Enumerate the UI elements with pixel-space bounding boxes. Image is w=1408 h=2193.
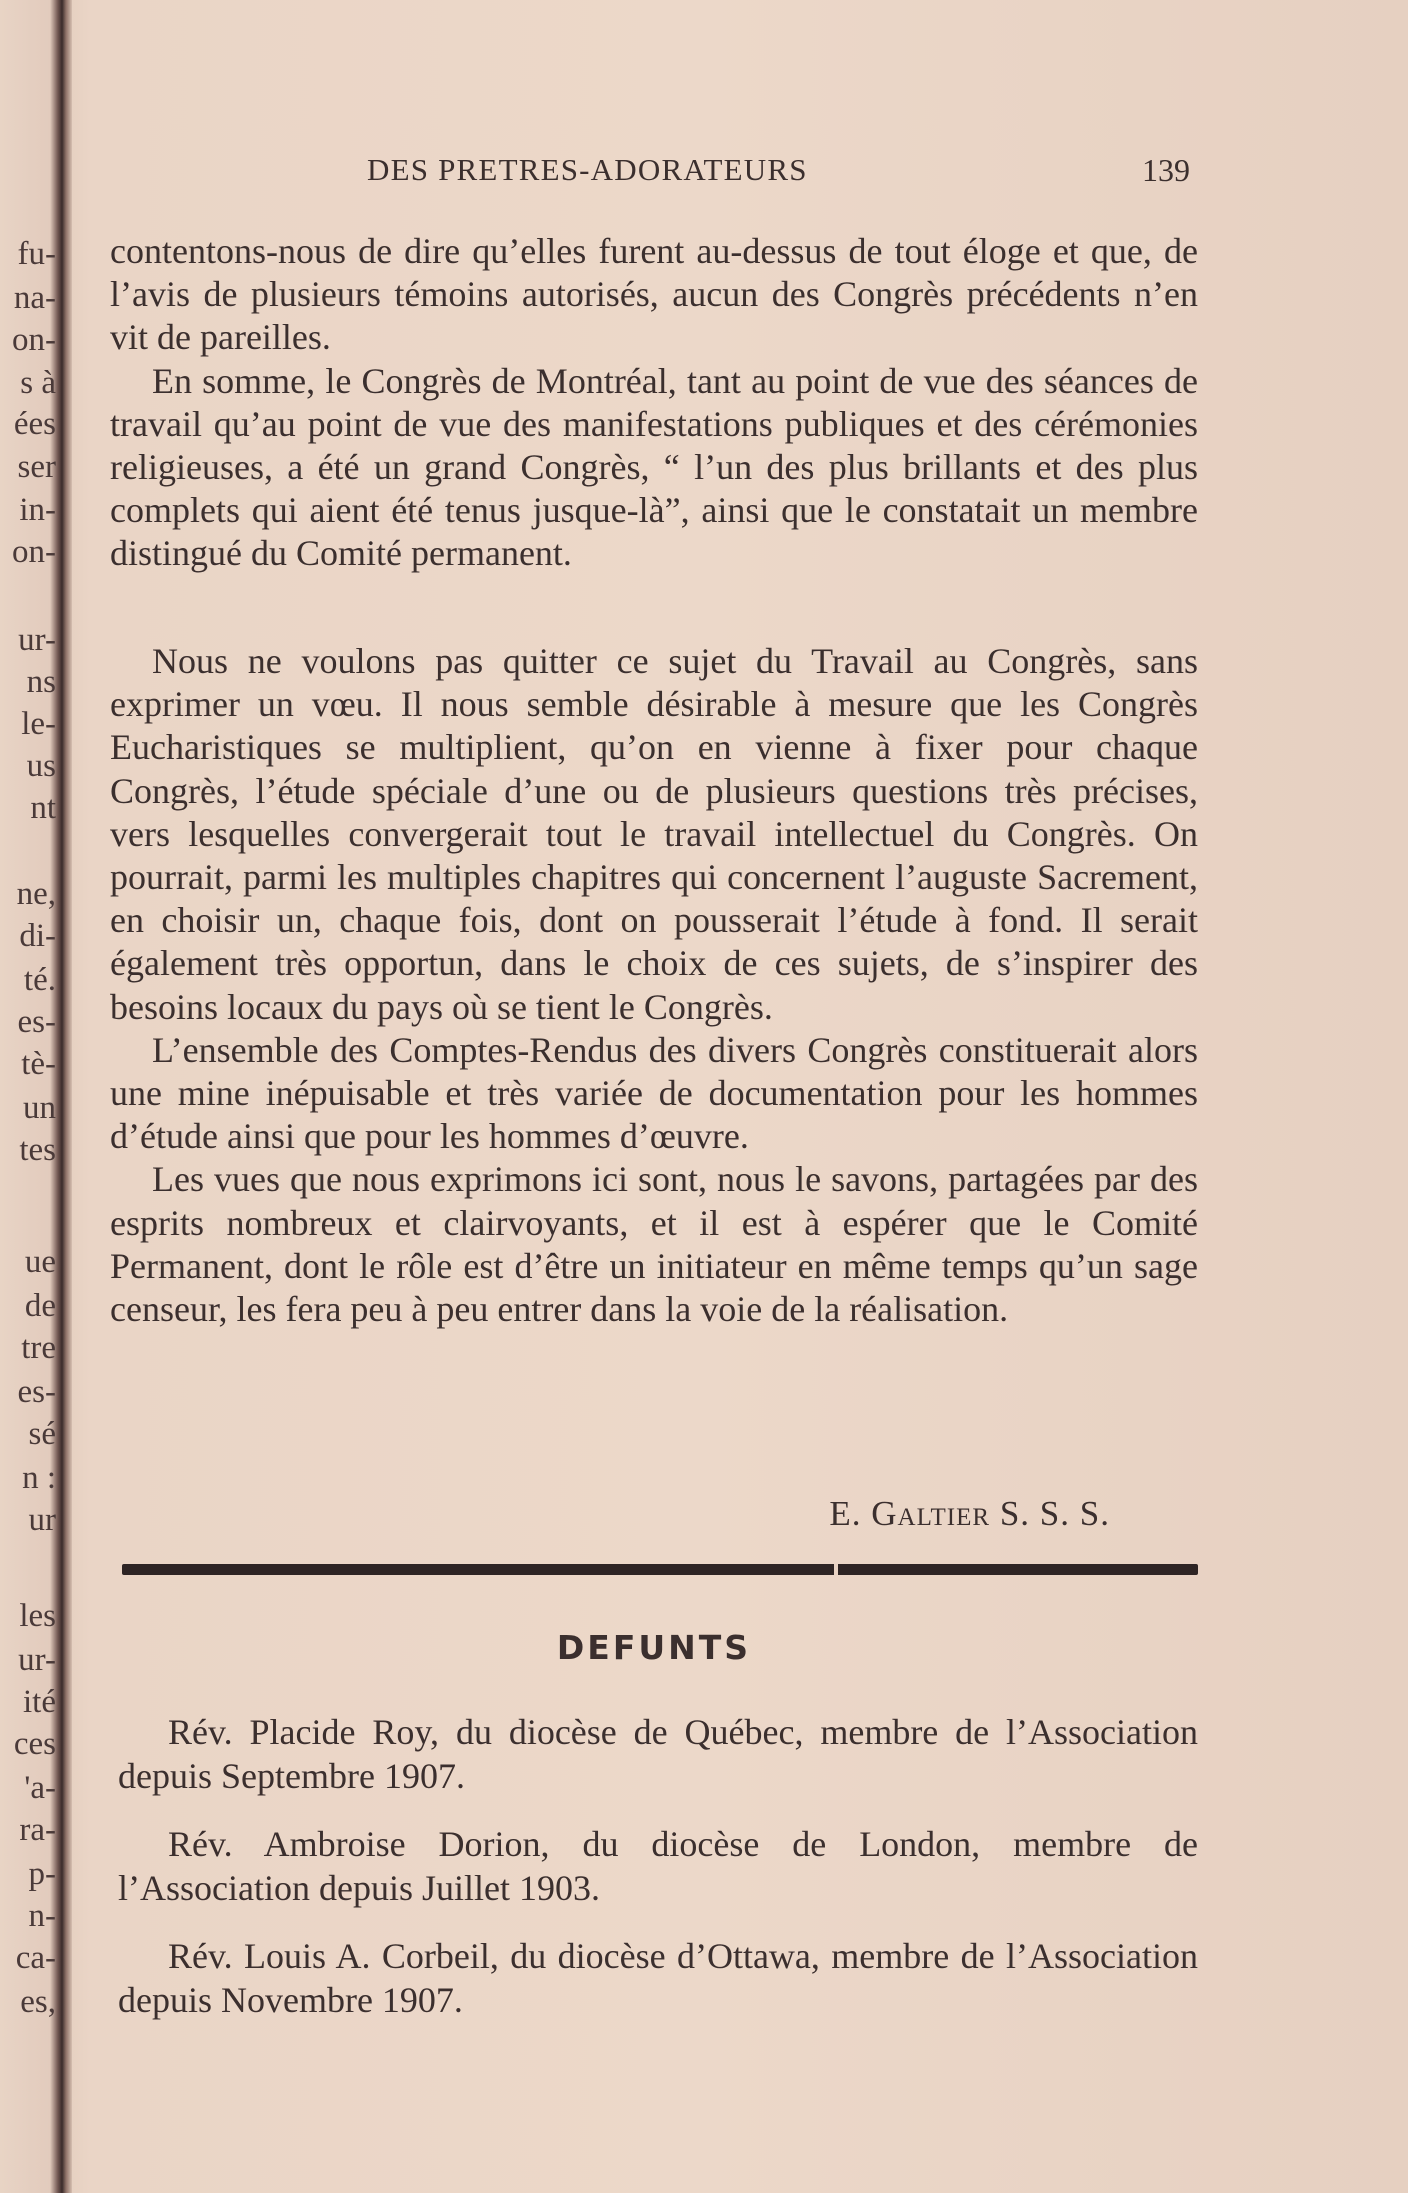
paragraph: Nous ne voulons pas quitter ce sujet du Travail au Congrès, sans exprimer un vœu. Il nous semble désirable à mesure que les Congrès Eucharistiques se multiplient, qu’on en vienne à fixer pour chaque Congrès, l’étude spéciale d’une ou de plusieurs questions très précises, vers lesquelles convergerait tout le travail intellectuel du Congrès. On pourrait, parmi les multiples chapitres qui concernent l’auguste Sacrement, en choisir un, chaque fois, dont on pousserait l’étude à fond. Il serait également très opportun, dans le choix de ces sujets, de s’inspirer des besoins locaux du pays où se tient le Congrès.: [110, 641, 1198, 1027]
signature-suffix: S. S. S.: [990, 1494, 1110, 1533]
gutter-fragment: ser: [17, 449, 56, 485]
gutter-fragment: de: [24, 1288, 56, 1324]
gutter-fragment: 'a-: [24, 1770, 56, 1806]
gutter-fragment: in-: [19, 492, 56, 528]
gutter-fragment: ns: [26, 664, 56, 700]
facing-page-fragments: [0, 0, 58, 2193]
gutter-fragment: les: [19, 1598, 56, 1634]
paragraph: Les vues que nous exprimons ici sont, nous le savons, partagées par des esprits nombreux et clairvoyants, et il est à espérer que le Comité Permanent, dont le rôle est d’être un initiateur en même temps qu’un sage censeur, les fera peu à peu entrer dans la voie de la réalisation.: [110, 1159, 1198, 1330]
gutter-fragment: ur: [28, 1502, 56, 1538]
obituary-entry: Rév. Louis A. Corbeil, du diocèse d’Ottawa, membre de l’Association depuis Novembre 1907.: [118, 1936, 1198, 2020]
gutter-fragment: n-: [28, 1898, 56, 1934]
page-number: 139: [1142, 152, 1190, 188]
gutter-fragment: le-: [21, 706, 56, 742]
gutter-fragment: un: [23, 1090, 56, 1126]
gutter-fragment: sé: [28, 1416, 56, 1452]
gutter-fragment: es-: [17, 1004, 56, 1040]
obituary-entry: Rév. Ambroise Dorion, du diocèse de London, membre de l’Association depuis Juillet 1903.: [118, 1824, 1198, 1908]
gutter-fragment: nt: [30, 790, 56, 826]
gutter-fragment: us: [26, 748, 56, 784]
gutter-fragment: s à: [20, 365, 56, 401]
paragraph: L’ensemble des Comptes-Rendus des divers Congrès constituerait alors une mine inépuisable et très variée de documentation pour les hommes d’étude ainsi que pour les hommes d’œuvre.: [110, 1029, 1198, 1157]
gutter-fragment: fu-: [17, 236, 56, 272]
paragraph: En somme, le Congrès de Montréal, tant au point de vue des séances de travail qu’au point de vue des manifestations publiques et des cérémonies religieuses, a été un grand Congrès, “ l’un des plus brillants et des plus complets qui aient été tenus jusque-là”, ainsi que le constatait un membre distingué du Comité permanent.: [110, 360, 1198, 574]
obituary-list: [118, 1710, 1198, 2046]
section-divider: [122, 1564, 1198, 1575]
gutter-fragment: di-: [19, 918, 56, 954]
signature-initial: E.: [829, 1494, 872, 1533]
signature-name: Galtier: [871, 1494, 991, 1533]
gutter-fragment: on-: [12, 322, 56, 358]
gutter-fragment: ées: [13, 406, 56, 442]
gutter-fragment: ne,: [16, 876, 56, 912]
gutter-fragment: na-: [13, 280, 56, 316]
gutter-fragment: ur-: [18, 622, 56, 658]
gutter-fragment: ra-: [19, 1812, 56, 1848]
section-heading: DEFUNTS: [556, 1628, 752, 1667]
running-title: DES PRETRES-ADORATEURS: [367, 152, 808, 187]
body-text-block-2: [110, 640, 1198, 1331]
gutter-fragment: tes: [19, 1132, 56, 1168]
author-signature: [110, 1494, 1110, 1534]
gutter-fragment: p-: [28, 1856, 56, 1892]
gutter-fragment: tè-: [21, 1046, 56, 1082]
gutter-fragment: n :: [22, 1460, 56, 1496]
gutter-fragment: ur-: [18, 1642, 56, 1678]
gutter-fragment: té.: [23, 962, 56, 998]
gutter-fragment: es-: [17, 1374, 56, 1410]
gutter-fragment: es,: [20, 1984, 56, 2020]
gutter-fragment: tre: [21, 1330, 56, 1366]
paragraph-continuation: contentons-nous de dire qu’elles furent au-dessus de tout éloge et que, de l’avis de plusieurs témoins autorisés, aucun des Congrès précédents n’en vit de pareilles.: [110, 231, 1198, 358]
gutter-fragment: ue: [24, 1244, 56, 1280]
obituary-entry: Rév. Placide Roy, du diocèse de Québec, membre de l’Association depuis Septembre 1907.: [118, 1712, 1198, 1796]
gutter-fragment: ces: [13, 1726, 56, 1762]
gutter-fragment: on-: [12, 534, 56, 570]
body-text-block-1: [110, 230, 1198, 576]
running-header: [110, 152, 1190, 196]
gutter-fragment: ca-: [15, 1940, 56, 1976]
gutter-fragment: ité: [23, 1684, 56, 1720]
